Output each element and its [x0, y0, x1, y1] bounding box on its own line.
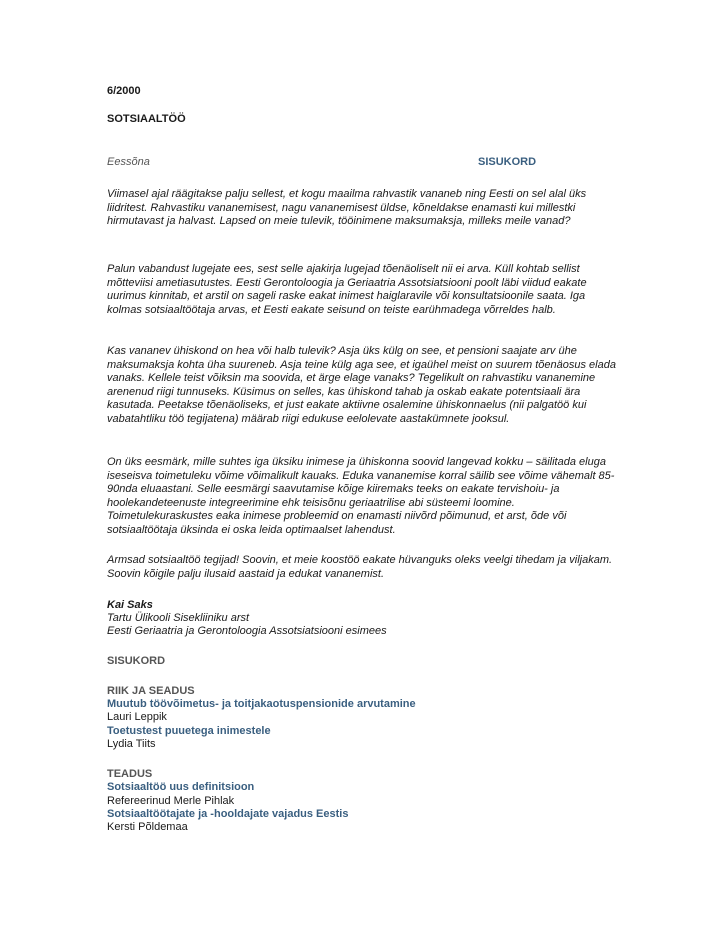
- toc-article-author: Kersti Põldemaa: [107, 821, 188, 833]
- toc-article-author: Lydia Tiits: [107, 738, 156, 750]
- toc-article-link[interactable]: Sotsiaaltöötajate ja -hooldajate vajadus Eestis: [107, 808, 349, 820]
- toc-article-link[interactable]: Sotsiaaltöö uus definitsioon: [107, 781, 255, 793]
- issue-number: 6/2000: [107, 85, 141, 97]
- paragraph-2: Palun vabandust lugejate ees, sest selle ajakirja lugejad tõenäoliselt nii ei arva. Küll kohtab sellist mõtteviisi ametiasutustes. Eesti Gerontoloogia ja Geriaatria Assotsiatsiooni poolt läbi viidud eakate uurimus kinnitab, et arstil on sageli raske eakat inimest haiglaravile või konsultatsioonile saata. Iga kolmas sotsiaaltöötaja arvas, et Eesti eakate seisund on teiste earühmadega võrreldes halb.: [107, 263, 587, 316]
- magazine-title: SOTSIAALTÖÖ: [107, 113, 186, 125]
- toc-heading: SISUKORD: [107, 655, 166, 667]
- toc-link[interactable]: SISUKORD: [478, 156, 537, 168]
- paragraph-5: Armsad sotsiaaltöö tegijad! Soovin, et meie koostöö eakate hüvanguks oleks veelgi tihedam ja viljakam. Soovin kõigile palju ilusaid aastaid ja edukat vananemist.: [107, 554, 613, 580]
- toc-article-author: Refereerinud Merle Pihlak: [107, 795, 235, 807]
- signature-name: Kai Saks: [107, 599, 153, 611]
- toc-section-title: RIIK JA SEADUS: [107, 685, 195, 697]
- paragraph-1: Viimasel ajal räägitakse palju sellest, et kogu maailma rahvastik vananeb ning Eesti on sel alal üks liidritest. Rahvastiku vananemisest, nagu vananemisest üldse, kõneldakse enamasti kui millestki hirmutavast ja halvast. Lapsed on meie tulevik, tööinimene maksumaksja, milleks meile vanad?: [107, 188, 587, 228]
- paragraph-4: On üks eesmärk, mille suhtes iga üksiku inimese ja ühiskonna soovid langevad kokku – säilitada eluga iseseisva toimetuleku võime võimalikult kauaks. Eduka vananemise korral säilib see võime vähemalt 85-90nda eluaastani. Selle eesmärgi saavutamise kõige kiiremaks teeks on eakate tervishoiu- ja hoolekandeteenuste integreerimine ehk teisisõnu geriaatrilise abi süsteemi loomine. Toimetulekuraskustes eaka inimese probleemid on enamasti niivõrd põimunud, et arst, õde või sotsiaaltöötaja üksinda ei oska leida optimaalset lahendust.: [107, 456, 615, 536]
- signature-position: Tartu Ülikooli Sisekliiniku arst: [107, 612, 250, 624]
- paragraph-3: Kas vananev ühiskond on hea või halb tulevik? Asja üks külg on see, et pensioni saajate arv ühe maksumaksja kohta üha suureneb. Asja teine külg aga see, et igaühel meist on suurem tõenäosus elada vanaks. Kellele teist võiksin ma soovida, et ärge elage vanaks? Tegelikult on rahvastiku vananemine arenenud riigi tunnuseks. Küsimus on selles, kas ühiskond tahab ja oskab eakate potentsiaali ära kasutada. Peetakse tõenäoliseks, et just eakate aktiivne osalemine ühiskonnaelus (nii palgatöö kui vabatahtliku töö tegijatena) määrab riigi edukuse eelolevate aastakümnete jooksul.: [107, 345, 616, 425]
- signature-organization: Eesti Geriaatria ja Gerontoloogia Assotsiatsiooni esimees: [107, 625, 387, 637]
- toc-article-link[interactable]: Muutub töövõimetus- ja toitjakaotuspensionide arvutamine: [107, 698, 416, 710]
- foreword-label: Eessõna: [107, 156, 150, 168]
- toc-section-title: TEADUS: [107, 768, 153, 780]
- toc-article-link[interactable]: Toetustest puuetega inimestele: [107, 725, 271, 737]
- toc-article-author: Lauri Leppik: [107, 711, 167, 723]
